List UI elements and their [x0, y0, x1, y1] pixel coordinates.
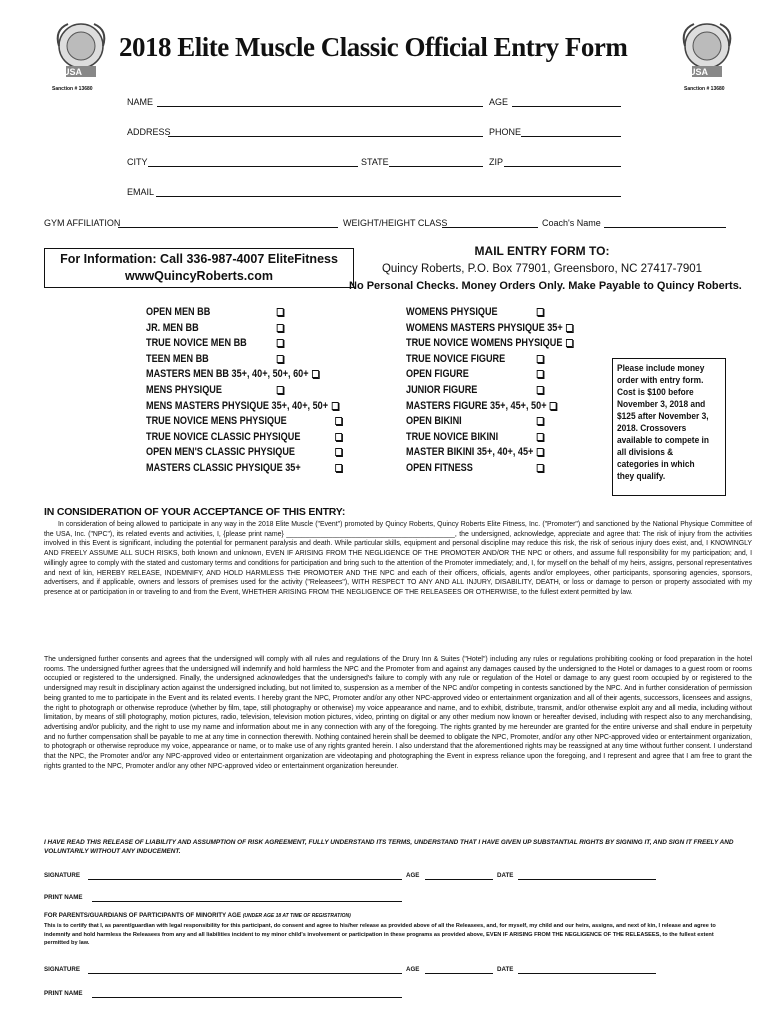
category-item[interactable]: WOMENS PHYSIQUE — [406, 305, 573, 321]
signature-label-2: SIGNATURE — [44, 966, 80, 973]
mail-payment: No Personal Checks. Money Orders Only. Make Payable to Quincy Roberts. — [349, 280, 742, 292]
category-item[interactable]: MENS MASTERS PHYSIQUE 35+, 40+, 50+ — [146, 399, 338, 415]
category-item[interactable]: TRUE NOVICE BIKINI — [406, 430, 573, 446]
checkbox[interactable] — [335, 448, 342, 456]
city-field[interactable] — [148, 166, 358, 167]
age-label-2: AGE — [406, 966, 420, 973]
category-item[interactable]: OPEN BIKINI — [406, 414, 573, 430]
phone-field[interactable] — [521, 136, 621, 137]
signature-field-2[interactable] — [88, 973, 402, 974]
checkbox[interactable] — [550, 402, 557, 410]
checkbox[interactable] — [537, 417, 544, 425]
category-item[interactable]: OPEN FITNESS — [406, 461, 573, 477]
info-line-2: wwwQuincyRoberts.com — [125, 269, 273, 283]
checkbox[interactable] — [312, 370, 319, 378]
age-field-1[interactable] — [425, 879, 493, 880]
email-field[interactable] — [156, 196, 621, 197]
checkbox[interactable] — [335, 417, 342, 425]
category-item[interactable]: MASTERS MEN BB 35+, 40+, 50+, 60+ — [146, 367, 338, 383]
checkbox[interactable] — [335, 433, 342, 441]
category-item[interactable]: TRUE NOVICE WOMENS PHYSIQUE — [406, 336, 573, 352]
signature-field-1[interactable] — [88, 879, 402, 880]
date-label-2: DATE — [497, 966, 514, 973]
sanction-right: Sanction # 13680 — [684, 86, 725, 92]
zip-field[interactable] — [504, 166, 621, 167]
mail-heading: MAIL ENTRY FORM TO: — [474, 244, 610, 258]
checkbox[interactable] — [331, 402, 338, 410]
checkbox[interactable] — [537, 308, 544, 316]
sanction-left: Sanction # 13680 — [52, 86, 93, 92]
minors-text: This is to certify that I, as parent/guardian with legal responsibility for this participant, do consent and agree to his/her release as provided above of all the Releasees, and, for myself, my child and our heirs, assigns, and next of kin, I release and agree to indemnify and hold harmless the Releasees from any and all liabilities incident to my minor child's involvement or participation in these programs as provided above, EVEN IF ARISING FROM THE NEGLIGENCE OF THE RELEASEES, to the fullest extent permitted by law. — [44, 923, 716, 947]
category-item[interactable]: MASTER BIKINI 35+, 40+, 45+ — [406, 445, 573, 461]
category-item[interactable]: MASTERS CLASSIC PHYSIQUE 35+ — [146, 461, 338, 477]
category-item[interactable]: MENS PHYSIQUE — [146, 383, 338, 399]
date-field-1[interactable] — [518, 879, 656, 880]
age-field[interactable] — [512, 106, 621, 107]
info-box — [44, 248, 354, 288]
age-label-1: AGE — [406, 872, 420, 879]
minors-heading: FOR PARENTS/GUARDIANS OF PARTICIPANTS OF MINORITY AGE (UNDER AGE 18 AT TIME OF REGISTRATION) — [44, 912, 351, 919]
print-name-field-2[interactable] — [92, 997, 402, 998]
category-item[interactable]: MASTERS FIGURE 35+, 45+, 50+ — [406, 399, 573, 415]
npc-logo-right — [676, 18, 738, 88]
category-item[interactable]: OPEN MEN BB — [146, 305, 338, 321]
checkbox[interactable] — [335, 464, 342, 472]
category-item[interactable]: TRUE NOVICE CLASSIC PHYSIQUE — [146, 430, 338, 446]
checkbox[interactable] — [277, 324, 284, 332]
page-title: 2018 Elite Muscle Classic Official Entry Form — [119, 32, 628, 62]
print-name-field-1[interactable] — [92, 901, 402, 902]
category-item[interactable]: OPEN FIGURE — [406, 367, 573, 383]
logo-right-text: USA — [689, 67, 709, 77]
categories-left — [146, 305, 338, 477]
npc-logo-left — [50, 18, 112, 88]
pricing-note-box — [612, 358, 726, 496]
weight-height-field[interactable] — [442, 227, 538, 228]
pricing-note: Please include money order with entry form. Cost is $100 before November 3, 2018 and $125 after November 3, 2018. Crossovers available to compete in all divisions & categories in which they qualify. — [617, 363, 710, 482]
state-label: STATE — [361, 157, 389, 167]
checkbox[interactable] — [537, 464, 544, 472]
category-item[interactable]: OPEN MEN'S CLASSIC PHYSIQUE — [146, 445, 338, 461]
consideration-heading: IN CONSIDERATION OF YOUR ACCEPTANCE OF THIS ENTRY: — [44, 506, 346, 518]
category-item[interactable]: TRUE NOVICE MENS PHYSIQUE — [146, 414, 338, 430]
declaration: I HAVE READ THIS RELEASE OF LIABILITY AND ASSUMPTION OF RISK AGREEMENT, FULLY UNDERSTAND ITS TERMS, UNDERSTAND THAT I HAVE GIVEN UP SUBSTANTIAL RIGHTS BY SIGNING IT, AND SIGN IT FREELY AND VOLUNTARILY WITHOUT ANY INDUCEMENT. — [44, 839, 734, 855]
date-field-2[interactable] — [518, 973, 656, 974]
phone-label: PHONE — [489, 127, 522, 137]
address-label: ADDRESS — [127, 127, 171, 137]
date-label-1: DATE — [497, 872, 514, 879]
category-item[interactable]: TEEN MEN BB — [146, 352, 338, 368]
categories-right — [406, 305, 573, 477]
release-paragraph-2: The undersigned further consents and agrees that the undersigned will comply with all rules and regulations of the Drury Inn & Suites ("Hotel") including any rules or regulations prohibiting cooking or food preparation in the hotel rooms. The undersigned further agrees that the undersigned will indemnify and hold harmless the NPC and the Promoter from and against any damages caused by the undersigned to the Hotel or damages to a guest room or rooms occupied or registered to the undersigned. Finally, the undersigned acknowledges that the undersigned's failure to comply with any rule or regulation of the Hotel or damage to any guest room occupied by or registered to the undersigned may result in disciplinary action against the undersigned including, but not limited to, suspension as a member of the NPC and/or competing in contests sanctioned by the NPC. And in further consideration of permission being granted to me to participate in the Event and its related events. I hereby grant the NPC, Promoter and/or any other NPC-approved video or entertainment organization and all of their agents, successors, licensees and assigns, the right to photograph or otherwise reproduce (whether by film, tape, still photography or otherwise) my voice appearance and name, and to exhibit, distribute, transmit, and/or otherwise exploit any and all media, including without limitation, by means of still photography, motion pictures, radio, television, television motion pictures, video, printing on digital or any other medium now known or hereafter devised, including with respect also to any merchandising, advertising and/or publicity, and the right to use my name and information about me in any connection with any of the foregoing. The rights granted by me hereunder are granted for the entire universe and shall endure in perpetuity and no further compensation shall be payable to me at any time in connection therewith. Nothing contained herein shall be deemed to obligate the NPC, Promoter, and/or any other NPC-approved video or entertainment organization, to photograph or otherwise reproduce my voice, appearance or name, or to make use of any rights granted herein. I also understand that the aforementioned rights may be reassigned at any time without further consent. I understand that the NPC, the Promoter and/or any NPC-approved video or entertainment organization are videotaping and photographing the Event in express reliance upon the foregoing, and I represent and agree that I am free to grant the rights granted to the NPC, Promoter and/or any other NPC-approved video or entertainment organization hereunder. — [44, 656, 752, 770]
weight-height-label: WEIGHT/HEIGHT CLASS — [343, 218, 448, 228]
checkbox[interactable] — [537, 386, 544, 394]
mail-address: Quincy Roberts, P.O. Box 77901, Greensboro, NC 27417-7901 — [381, 263, 703, 275]
checkbox[interactable] — [537, 448, 544, 456]
category-item[interactable]: JR. MEN BB — [146, 321, 338, 337]
category-item[interactable]: TRUE NOVICE MEN BB — [146, 336, 338, 352]
category-item[interactable]: WOMENS MASTERS PHYSIQUE 35+ — [406, 321, 573, 337]
logo-left-text: USA — [63, 67, 83, 77]
zip-label: ZIP — [489, 157, 504, 167]
info-line-1: For Information: Call 336-987-4007 EliteFitness — [60, 252, 338, 266]
coach-field[interactable] — [604, 227, 726, 228]
checkbox[interactable] — [566, 339, 573, 347]
checkbox[interactable] — [277, 355, 284, 363]
checkbox[interactable] — [277, 339, 284, 347]
age-label: AGE — [489, 97, 509, 107]
address-field[interactable] — [168, 136, 483, 137]
checkbox[interactable] — [277, 308, 284, 316]
print-name-label-1: PRINT NAME — [44, 894, 83, 901]
checkbox[interactable] — [566, 324, 573, 332]
category-item[interactable]: JUNIOR FIGURE — [406, 383, 573, 399]
category-item[interactable]: TRUE NOVICE FIGURE — [406, 352, 573, 368]
name-label: NAME — [127, 97, 154, 107]
state-field[interactable] — [389, 166, 483, 167]
checkbox[interactable] — [537, 433, 544, 441]
name-field[interactable] — [157, 106, 483, 107]
checkbox[interactable] — [537, 370, 544, 378]
email-label: EMAIL — [127, 187, 155, 197]
print-name-label-2: PRINT NAME — [44, 990, 83, 997]
checkbox[interactable] — [277, 386, 284, 394]
age-field-2[interactable] — [425, 973, 493, 974]
release-paragraph-1: In consideration of being allowed to participate in any way in the 2018 Elite Muscle ("Event") promoted by Quincy Roberts, Quincy Roberts Elite Fitness, Inc. ("Promoter") and sanctioned by the National Physique Committee of the USA, Inc. ("NPC"), its related events and activities, I, {please print name} ____________________________________________, the undersigned, acknowledge, appreciate and agree that: The risk of injury from the activities involved in this Event is significant, including the potential for permanent paralysis and death. While particular skills, equipment and personal discipline may reduce this risk, the risk of serious injury does exist, and, I KNOWINGLY AND FREELY ASSUME ALL SUCH RISKS, both known and unknown, EVEN IF ARISING FROM THE NEGLIGENCE OF THE PROMOTER AND/OR THE NPC or others, and assume full responsibility for my participation; and, I willingly agree to comply with the stated and customary terms and conditions for participation and bring such to the attention of the Promoter immediately; and, I, for myself on the behalf of my heirs, assigns, personal representatives and next of kin, HEREBY RELEASE, INDEMNIFY, AND HOLD HARMLESS THE PROMOTER AND THE NPC and each of their officers, officials, agents and/or employees, other participants, sponsoring agencies, sponsors, advertisers, and if applicable, owners and lessors of premises used for the activity ("Releasees"), WITH RESPECT TO ANY AND ALL INJURY, DISABILITY, DEATH, or loss or damage to person or property associated with my presence at or participation in or traveling to and from the Event, WHETHER ARISING FROM THE NEGLIGENCE OF THE RELEASEES OR OTHERWISE, to the fullest extent permitted by law. — [44, 521, 752, 596]
gym-label: GYM AFFILIATION — [44, 218, 121, 228]
city-label: CITY — [127, 157, 148, 167]
coach-label: Coach's Name — [542, 218, 601, 228]
gym-field[interactable] — [118, 227, 338, 228]
checkbox[interactable] — [537, 355, 544, 363]
signature-label-1: SIGNATURE — [44, 872, 80, 879]
